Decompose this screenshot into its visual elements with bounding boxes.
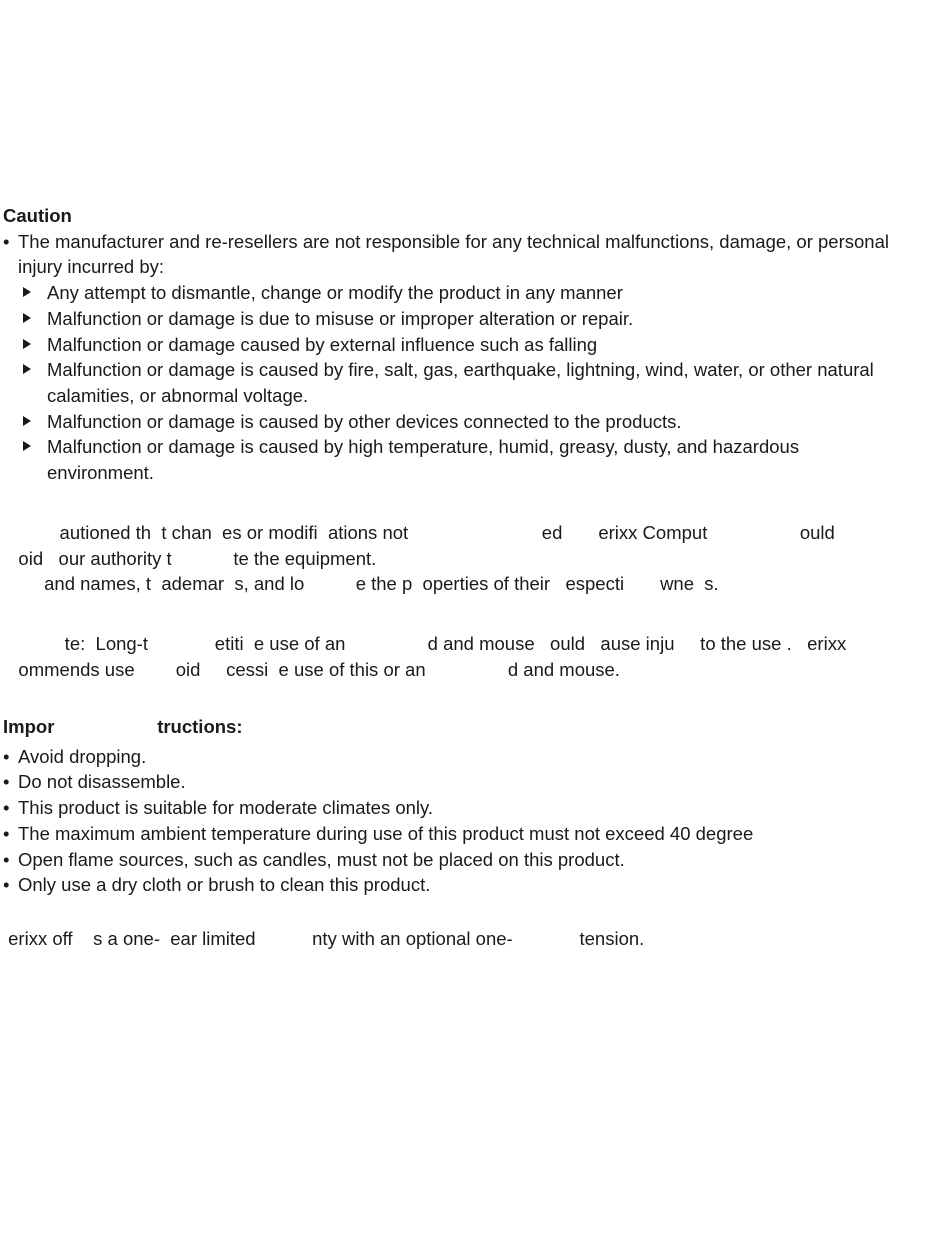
important-item: • Avoid dropping. [3,744,938,770]
note-line: ommends use oid cessi e use of this or an d and mouse. [3,658,620,680]
warranty-paragraph [3,926,938,952]
caution-item: Any attempt to dismantle, change or modify the product in any manner [3,280,938,306]
important-item: • Only use a dry cloth or brush to clean this product. [3,872,938,898]
important-item: • Open flame sources, such as candles, must not be placed on this product. [3,847,938,873]
note-line: te: Long-t etiti e use of an d and mouse ould ause inju to the use . erixx [3,633,847,654]
triangle-bullet-icon [23,416,31,426]
important-item: • Do not disassemble. [3,769,938,795]
triangle-bullet-icon [23,364,31,374]
notice-paragraph [3,520,938,597]
caution-item: Malfunction or damage is caused by high temperature, humid, greasy, dusty, and hazardous environment. [3,434,877,485]
important-item: • The maximum ambient temperature during use of this product must not exceed 40 degree [3,821,938,847]
important-item: • This product is suitable for moderate climates only. [3,795,938,821]
caution-item: Malfunction or damage is due to misuse or improper alteration or repair. [3,306,938,332]
caution-item: Malfunction or damage is caused by other devices connected to the products. [3,409,938,435]
important-heading: Impor tructions: [3,716,243,737]
triangle-bullet-icon [23,339,31,349]
important-section [3,714,938,898]
notice-line: oid our authority t te the equipment. [3,547,377,569]
notice-line: autioned th t chan es or modifi ations not ed erixx Comput ould [3,522,835,543]
triangle-bullet-icon [23,441,31,451]
caution-heading: Caution [3,205,72,226]
caution-section [3,203,938,486]
notice-line: and names, t ademar s, and lo e the p operties of their especti wne s. [3,573,719,595]
warranty-text: erixx off s a one- ear limited nty with an optional one- tension. [3,928,645,949]
caution-item: Malfunction or damage is caused by fire, salt, gas, earthquake, lightning, wind, water, or other natural calamities, or abnormal voltage. [3,357,938,408]
triangle-bullet-icon [23,287,31,297]
caution-item: Malfunction or damage caused by external influence such as falling [3,332,938,358]
note-paragraph [3,631,938,682]
caution-intro: • The manufacturer and re-resellers are not responsible for any technical malfunctions, damage, or personal injury incurred by: [3,229,938,280]
triangle-bullet-icon [23,313,31,323]
